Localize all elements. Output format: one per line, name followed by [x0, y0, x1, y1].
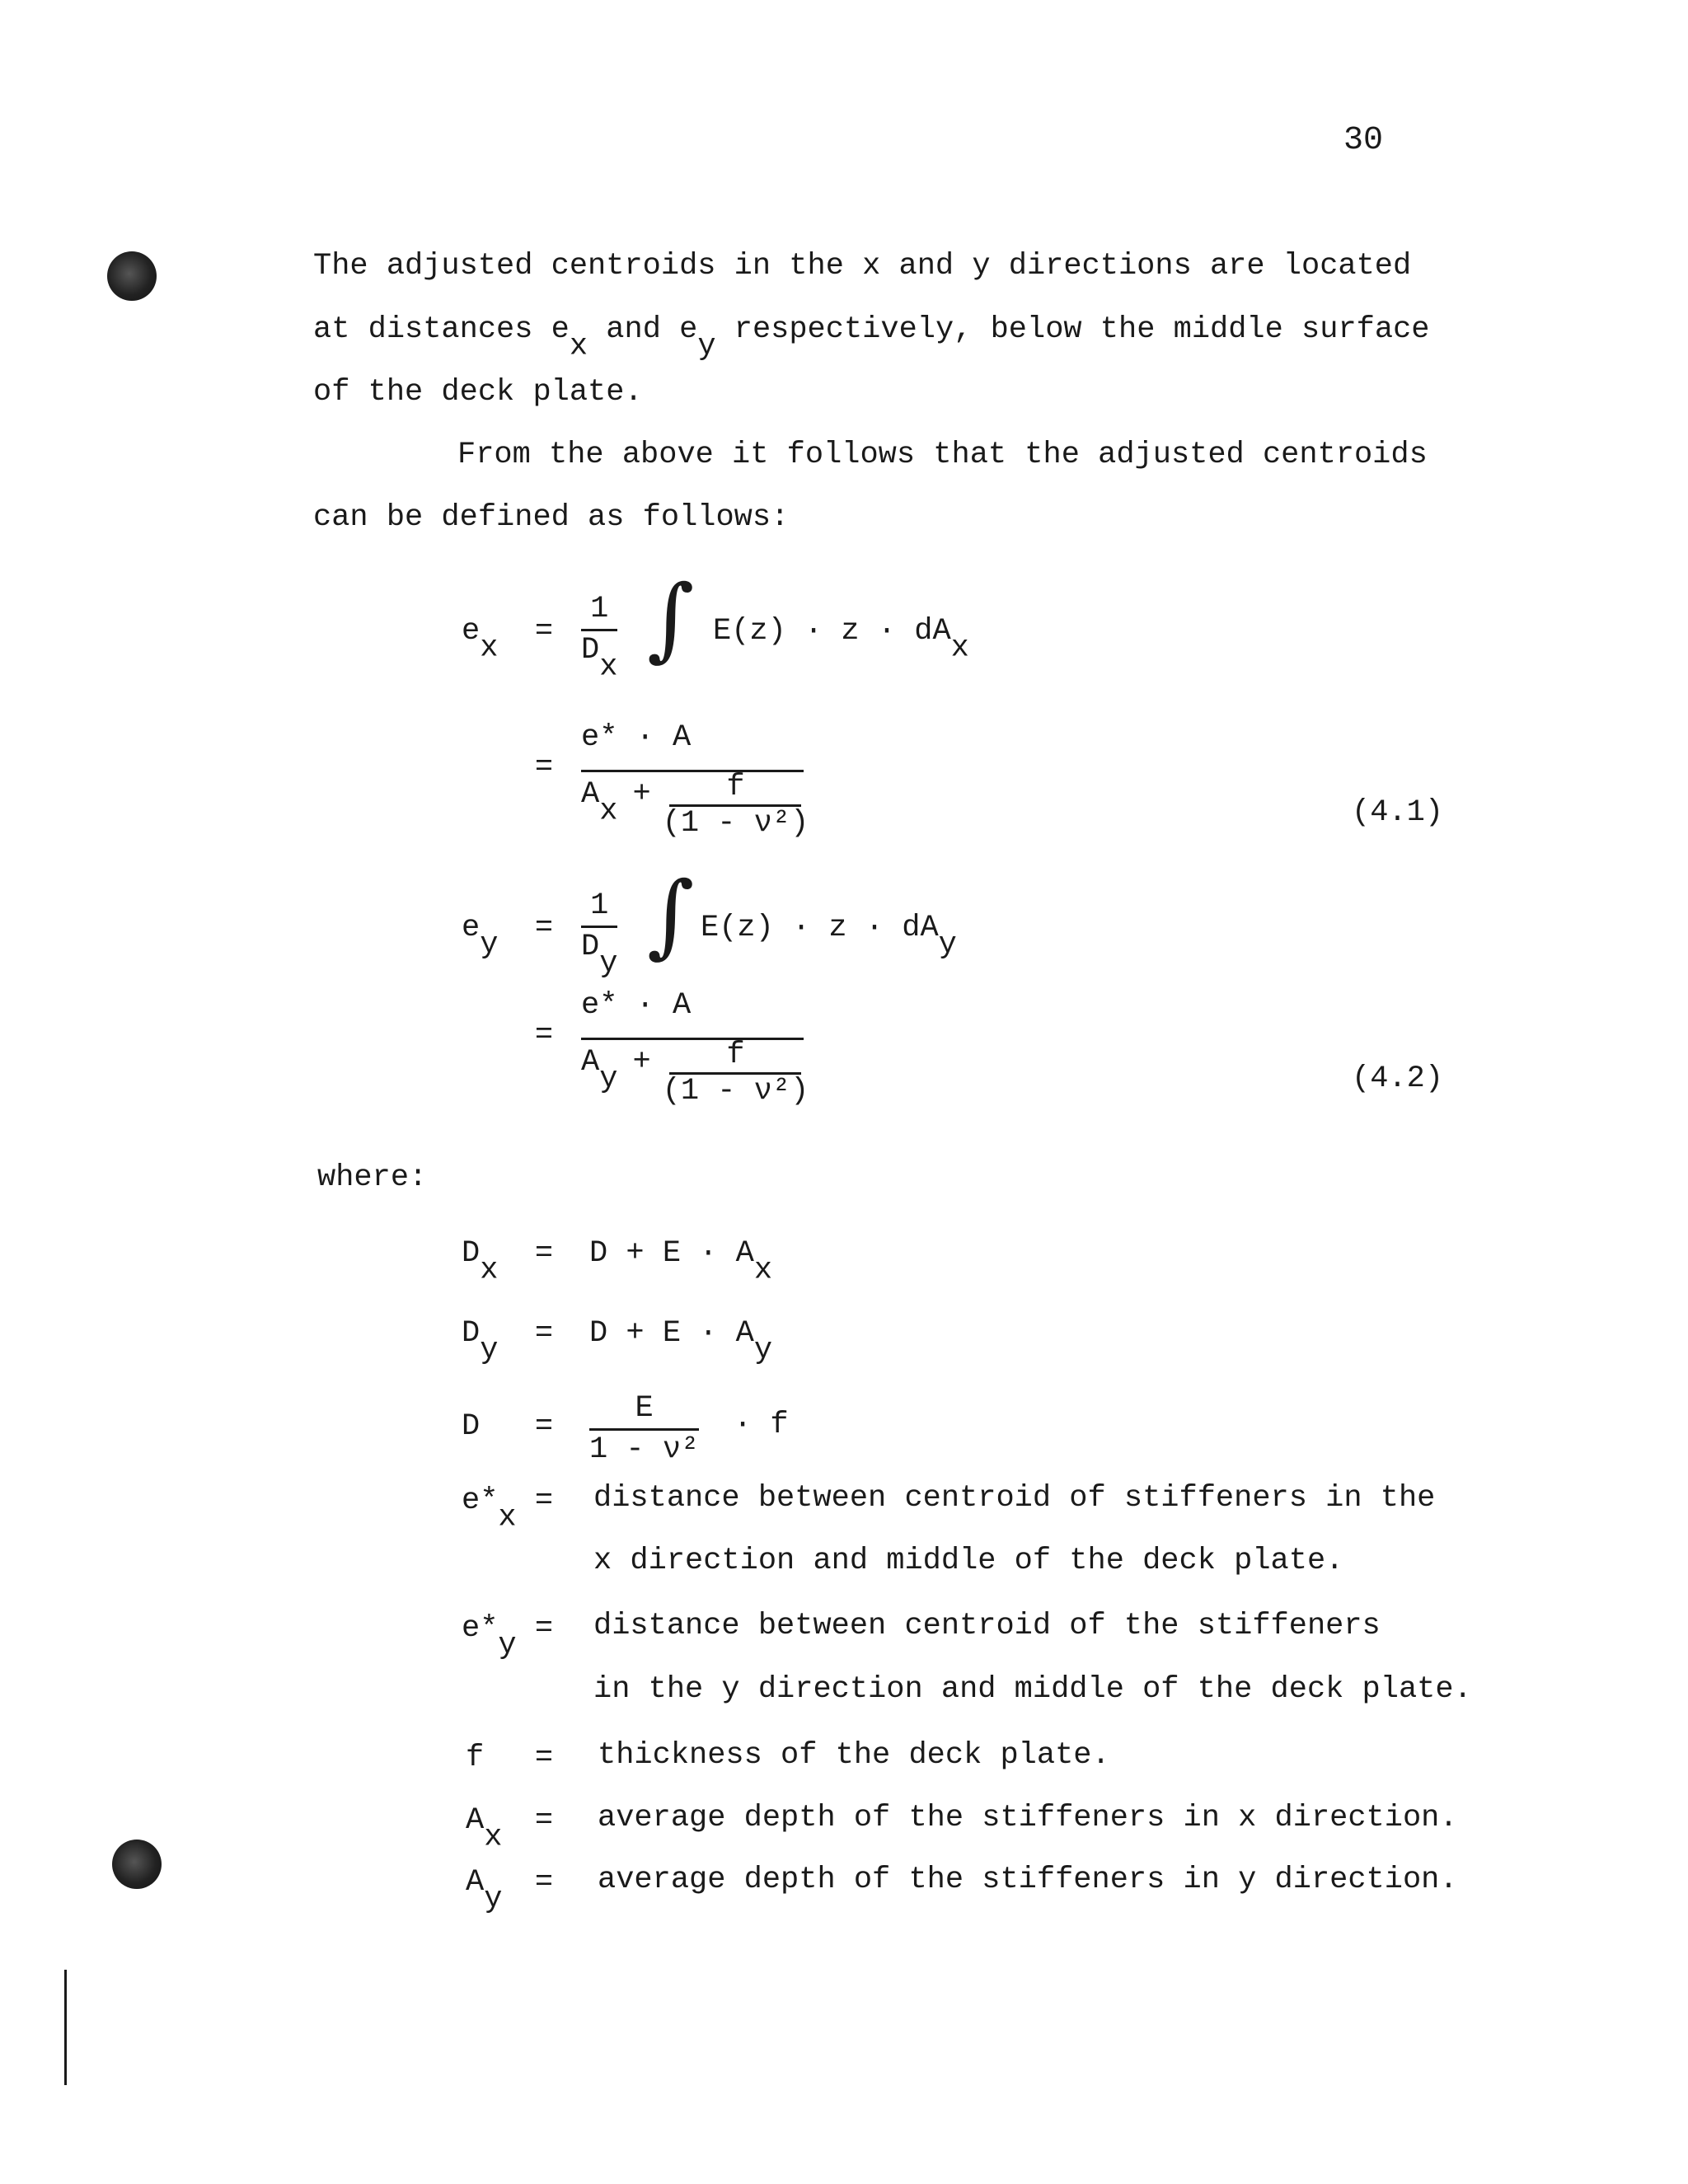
def-exstar-text: distance between centroid of stiffeners in the: [593, 1481, 1436, 1516]
text-run: respectively, below the middle surface: [715, 312, 1430, 347]
integrand: $E(z) \cdot z \cdot dA_x$: [713, 614, 969, 666]
paragraph-line: From the above it follows that the adjusted centroids: [457, 438, 1428, 472]
equation-4-1-lhs: $e_x$: [462, 614, 499, 666]
binder-hole-top: [107, 251, 157, 301]
equation-label-4-2: (4.2): [1352, 1062, 1444, 1096]
fraction-1-over-dy: $\frac{1}{D_y}$: [581, 888, 618, 981]
def-dy-rhs: $D + E \cdot A_y$: [589, 1316, 773, 1368]
def-exstar-text: x direction and middle of the deck plate.: [593, 1544, 1344, 1578]
equals-sign: =: [534, 1803, 554, 1838]
subscript: y: [697, 329, 716, 364]
paragraph-line: of the deck plate.: [313, 375, 643, 410]
paragraph-line: can be defined as follows:: [313, 500, 790, 535]
scan-edge-line: [64, 1970, 67, 2085]
fraction-1-over-dx: $\frac{1}{D_x}$: [581, 592, 618, 684]
equals-sign: =: [534, 911, 554, 945]
def-f-text: thickness of the deck plate.: [598, 1738, 1110, 1773]
equals-sign: =: [534, 1018, 554, 1052]
def-dx-symbol: $D_x$: [462, 1236, 499, 1288]
where-label: where:: [317, 1160, 428, 1195]
def-eystar-symbol: $e*_y$: [462, 1611, 517, 1663]
def-eystar-text: in the y direction and middle of the deck plate.: [593, 1672, 1472, 1707]
integral-sign: ∫: [647, 565, 695, 671]
integral-sign: ∫: [647, 862, 695, 968]
def-exstar-symbol: $e*_x$: [462, 1483, 517, 1535]
def-dy-symbol: $D_y$: [462, 1316, 499, 1368]
paragraph-line: [313, 312, 1430, 364]
def-ay-symbol: $A_y$: [466, 1865, 503, 1917]
subscript: x: [569, 329, 588, 364]
def-f-symbol: f: [466, 1741, 485, 1775]
def-ax-text: average depth of the stiffeners in x direction.: [598, 1801, 1458, 1835]
equals-sign: =: [534, 1409, 554, 1444]
equals-sign: =: [534, 614, 554, 649]
def-ax-symbol: $A_x$: [466, 1803, 503, 1855]
equals-sign: =: [534, 1236, 554, 1271]
paragraph-line: The adjusted centroids in the x and y directions are located: [313, 249, 1412, 284]
compound-fraction-4-2: e* · A $A_y$ + f (1 - ν²): [581, 988, 809, 1108]
def-d-fraction: $\frac{E}{\text{1 - ν²}}$: [589, 1391, 700, 1467]
text-run: and e: [588, 312, 698, 347]
compound-fraction-4-1: e* · A $A_x$ + f (1 - ν²): [581, 720, 809, 841]
def-dx-rhs: $D + E \cdot A_x$: [589, 1236, 773, 1288]
equals-sign: =: [534, 1741, 554, 1775]
equals-sign: =: [534, 1611, 554, 1646]
equals-sign: =: [534, 1316, 554, 1351]
integrand: $E(z) \cdot z \cdot dA_y$: [701, 911, 957, 963]
text-run: at distances e: [313, 312, 570, 347]
def-eystar-text: distance between centroid of the stiffeners: [593, 1609, 1381, 1643]
equation-4-2-lhs: $e_y$: [462, 911, 499, 963]
binder-hole-bottom: [112, 1840, 162, 1889]
def-d-symbol: D: [462, 1409, 481, 1444]
def-d-tail: · f: [734, 1408, 789, 1442]
equals-sign: =: [534, 1483, 554, 1518]
equals-sign: =: [534, 1865, 554, 1900]
equals-sign: =: [534, 750, 554, 785]
equation-label-4-1: (4.1): [1352, 795, 1444, 830]
page-number: 30: [1343, 122, 1384, 159]
def-ay-text: average depth of the stiffeners in y direction.: [598, 1863, 1458, 1897]
